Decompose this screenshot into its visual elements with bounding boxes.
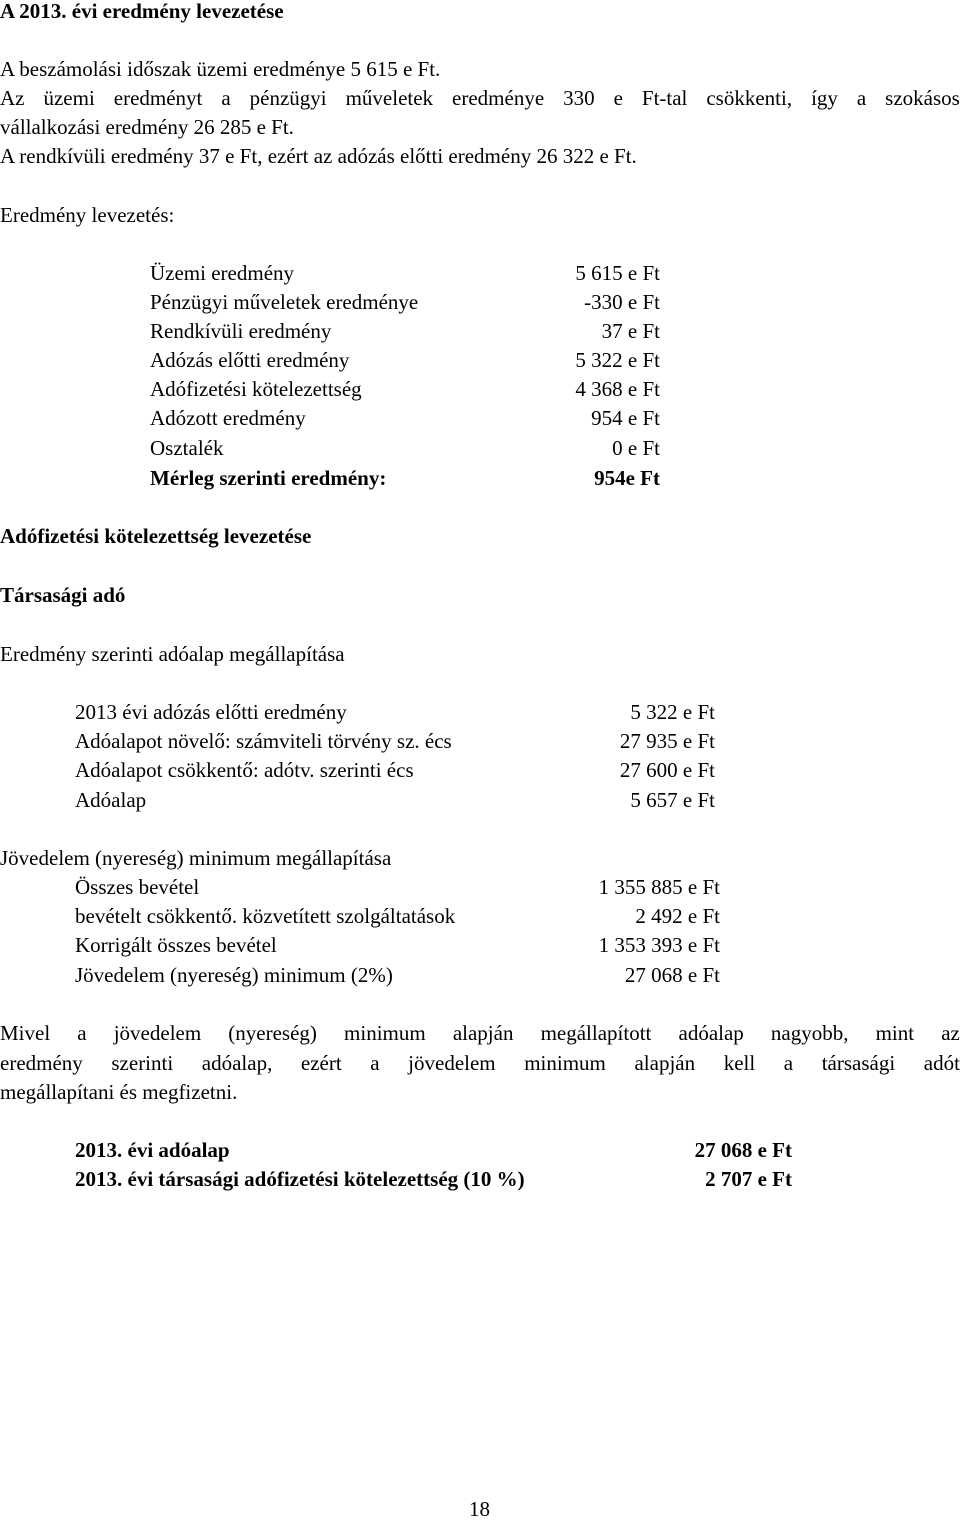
min-heading: Jövedelem (nyereség) minimum megállapítása	[0, 846, 392, 870]
min-row-label: Korrigált összes bevétel	[75, 933, 277, 957]
min-row-label: Jövedelem (nyereség) minimum (2%)	[75, 963, 393, 987]
result-row-value: -330 e Ft	[584, 290, 660, 314]
base-row-label: Adóalapot növelő: számviteli törvény sz. écs	[75, 729, 452, 753]
base-row-value: 5 322 e Ft	[630, 700, 715, 724]
intro-line-4: A rendkívüli eredmény 37 e Ft, ezért az adózás előtti eredmény 26 322 e Ft.	[0, 144, 637, 168]
intro-line-2-text: Az üzemi eredményt a pénzügyi műveletek eredménye 330 e Ft-tal csökkenti, így a szokásos	[0, 86, 960, 110]
page-heading: A 2013. évi eredmény levezetése	[0, 0, 284, 23]
min-row-value: 2 492 e Ft	[635, 904, 720, 928]
tax-heading: Adófizetési kötelezettség levezetése	[0, 524, 312, 548]
result-label: Eredmény levezetés:	[0, 203, 175, 227]
conclusion-line-3: megállapítani és megfizetni.	[0, 1080, 238, 1104]
min-row-value: 1 353 393 e Ft	[598, 933, 720, 957]
result-row-value: 37 e Ft	[601, 319, 660, 343]
final-row-label: 2013. évi adóalap	[75, 1138, 230, 1162]
min-row-value: 27 068 e Ft	[624, 963, 720, 987]
result-row-label: Üzemi eredmény	[150, 261, 295, 285]
result-total-label: Mérleg szerinti eredmény:	[150, 466, 387, 490]
result-row-label: Rendkívüli eredmény	[150, 319, 332, 343]
result-row-label: Pénzügyi műveletek eredménye	[150, 290, 419, 314]
base-row-value: 27 935 e Ft	[619, 729, 715, 753]
page-number: 18	[469, 1497, 490, 1521]
final-row-value: 2 707 e Ft	[705, 1167, 792, 1191]
intro-line-3: vállalkozási eredmény 26 285 e Ft.	[0, 115, 294, 139]
base-row-label: Adóalapot csökkentő: adótv. szerinti écs	[75, 758, 414, 782]
result-row-label: Adózás előtti eredmény	[150, 348, 350, 372]
conclusion-line-2-text: eredmény szerinti adóalap, ezért a jövedelem minimum alapján kell a társasági adót	[0, 1051, 960, 1075]
result-total-value: 954e Ft	[594, 466, 660, 490]
result-row-value: 5 615 e Ft	[575, 261, 660, 285]
min-row-label: Összes bevétel	[75, 875, 200, 899]
corp-tax-heading: Társasági adó	[0, 583, 126, 607]
result-row-label: Adózott eredmény	[150, 406, 306, 430]
base-heading: Eredmény szerinti adóalap megállapítása	[0, 642, 345, 666]
result-row-value: 0 e Ft	[612, 436, 660, 460]
base-row-label: Adóalap	[75, 788, 147, 812]
base-row-value: 5 657 e Ft	[630, 788, 715, 812]
conclusion-line-1-text: Mivel a jövedelem (nyereség) minimum alapján megállapított adóalap nagyobb, mint az	[0, 1021, 960, 1045]
final-row-value: 27 068 e Ft	[694, 1138, 792, 1162]
intro-line-2	[0, 84, 960, 113]
conclusion-line-1	[0, 1019, 960, 1048]
result-row-label: Adófizetési kötelezettség	[150, 377, 362, 401]
result-row-value: 5 322 e Ft	[575, 348, 660, 372]
final-row-label: 2013. évi társasági adófizetési kötelezettség (10 %)	[75, 1167, 525, 1191]
result-row-value: 954 e Ft	[591, 406, 660, 430]
base-row-label: 2013 évi adózás előtti eredmény	[75, 700, 347, 724]
intro-line-1: A beszámolási időszak üzemi eredménye 5 615 e Ft.	[0, 57, 441, 81]
result-row-value: 4 368 e Ft	[575, 377, 660, 401]
min-row-value: 1 355 885 e Ft	[598, 875, 720, 899]
base-row-value: 27 600 e Ft	[619, 758, 715, 782]
conclusion-line-2	[0, 1049, 960, 1078]
min-row-label: bevételt csökkentő. közvetített szolgáltatások	[75, 904, 456, 928]
result-row-label: Osztalék	[150, 436, 224, 460]
